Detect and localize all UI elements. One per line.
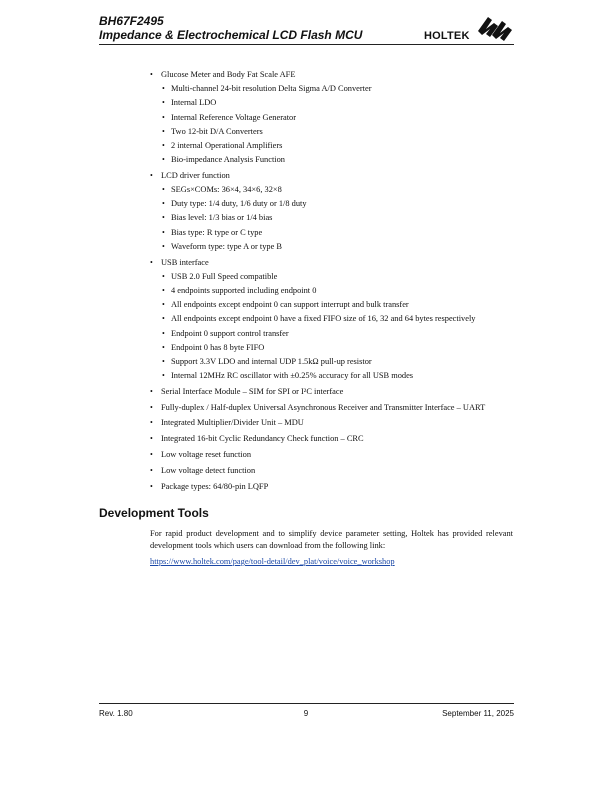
tool-download-link[interactable]: https://www.holtek.com/page/tool-detail/dev_plat/voice/voice_workshop [150,557,395,566]
feature-subitem: • Endpoint 0 has 8 byte FIFO [150,341,520,355]
feature-subitem: • Endpoint 0 support control transfer [150,327,520,341]
feature-item: • Serial Interface Module – SIM for SPI or I²C interface [150,385,520,399]
feature-subitem: • 2 internal Operational Amplifiers [150,139,520,153]
holtek-logo [424,13,514,43]
feature-subitem: • 4 endpoints supported including endpoint 0 [150,284,520,298]
feature-subitem: • Bias type: R type or C type [150,226,520,240]
feature-subitem: • Bias level: 1/3 bias or 1/4 bias [150,211,520,225]
feature-item: • LCD driver function [150,169,520,183]
feature-item: • Low voltage reset function [150,448,520,462]
feature-item: • Fully-duplex / Half-duplex Universal Asynchronous Receiver and Transmitter Interface – UART [150,401,520,415]
feature-item: • Integrated Multiplier/Divider Unit – MDU [150,416,520,430]
feature-item: • Package types: 64/80-pin LQFP [150,480,520,494]
feature-subitem: • USB 2.0 Full Speed compatible [150,270,520,284]
feature-subitem: • Bio-impedance Analysis Function [150,153,520,167]
development-tools-paragraph: For rapid product development and to simplify device parameter setting, Holtek has provided relevant development tools which users can download from the following link: [150,529,513,551]
feature-item: • USB interface [150,256,520,270]
holtek-logo-icon [474,13,514,43]
feature-subitem: • Internal 12MHz RC oscillator with ±0.25% accuracy for all USB modes [150,369,520,383]
feature-subitem: • Waveform type: type A or type B [150,240,520,254]
feature-subitem: • Internal LDO [150,96,520,110]
feature-subitem: • Duty type: 1/4 duty, 1/6 duty or 1/8 duty [150,197,520,211]
feature-subitem: • Internal Reference Voltage Generator [150,111,520,125]
feature-subitem: • Two 12-bit D/A Converters [150,125,520,139]
header-divider [99,44,514,45]
section-title-development-tools: Development Tools [99,506,209,520]
feature-subitem: • Multi-channel 24-bit resolution Delta Sigma A/D Converter [150,82,520,96]
feature-subitem: • Support 3.3V LDO and internal UDP 1.5kΩ pull-up resistor [150,355,520,369]
feature-list [150,68,520,494]
document-subtitle: Impedance & Electrochemical LCD Flash MCU [99,28,363,42]
brand-name: HOLTEK [424,30,470,42]
feature-subitem: • All endpoints except endpoint 0 have a fixed FIFO size of 16, 32 and 64 bytes respectively [150,312,520,326]
footer-page-number: 9 [303,709,309,718]
feature-item: • Glucose Meter and Body Fat Scale AFE [150,68,520,82]
footer-date: September 11, 2025 [442,709,514,718]
feature-subitem: • All endpoints except endpoint 0 can support interrupt and bulk transfer [150,298,520,312]
feature-subitem: • SEGs×COMs: 36×4, 34×6, 32×8 [150,183,520,197]
document-part-number: BH67F2495 [99,14,164,28]
feature-item: • Low voltage detect function [150,464,520,478]
feature-item: • Integrated 16-bit Cyclic Redundancy Check function – CRC [150,432,520,446]
footer-revision: Rev. 1.80 [99,709,133,718]
footer-divider [99,703,514,704]
